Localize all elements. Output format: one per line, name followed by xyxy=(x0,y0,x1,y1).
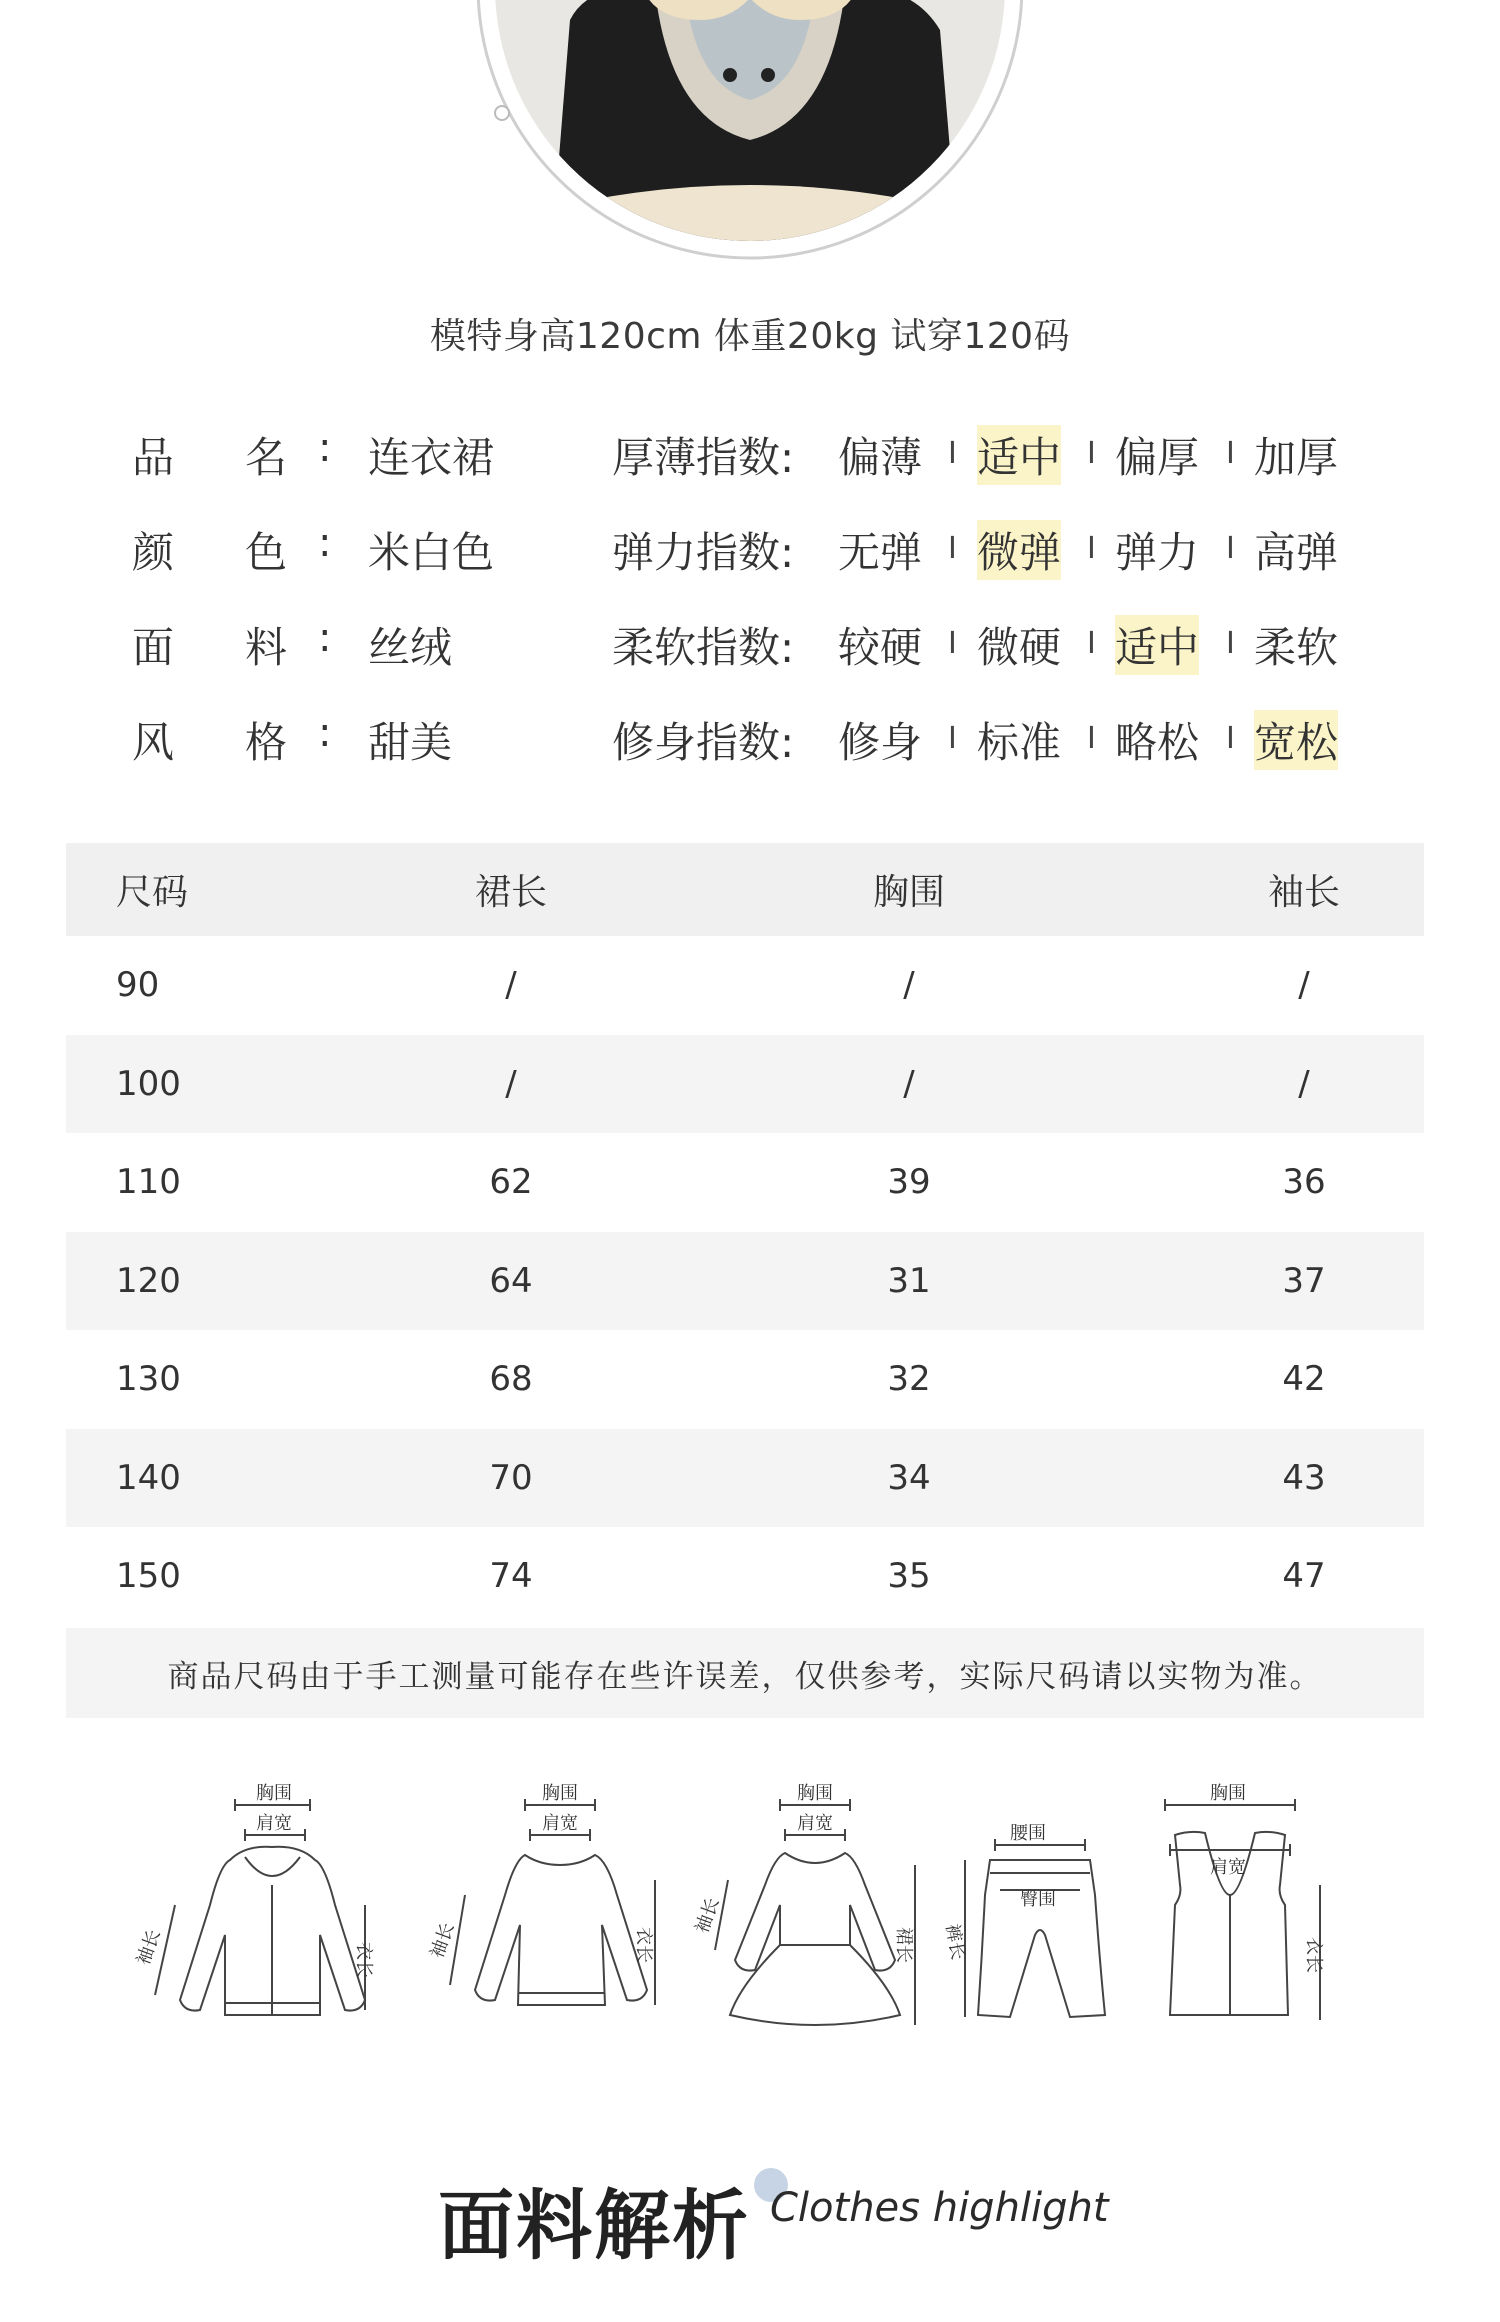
label-length: 衣长 xyxy=(353,1942,374,1978)
cell-skirt-length: 64 xyxy=(489,1260,533,1301)
table-row xyxy=(66,1429,1424,1528)
label-sleeve: 袖长 xyxy=(691,1895,724,1937)
model-caption: 模特身高120cm 体重20kg 试穿120码 xyxy=(429,316,1071,357)
scale-separator: I xyxy=(948,531,957,566)
spec-colon: : xyxy=(318,615,332,661)
header-sleeve-length: 袖长 xyxy=(1267,872,1340,913)
label-length: 衣长 xyxy=(1303,1937,1324,1973)
spec-label-char: 料 xyxy=(244,623,287,672)
hoodie-icon xyxy=(132,1783,374,2045)
header-chest: 胸围 xyxy=(872,872,945,913)
cell-size: 90 xyxy=(116,965,160,1006)
table-row xyxy=(66,1035,1424,1134)
label-length: 裤长 xyxy=(941,1922,969,1962)
spec-label-char: 面 xyxy=(132,623,175,672)
scale-separator: I xyxy=(1087,626,1096,661)
scale-option: 微硬 xyxy=(977,623,1062,672)
label-chest: 胸围 xyxy=(542,1783,578,1804)
spec-label-char: 颜 xyxy=(132,528,175,577)
spec-label-char: 格 xyxy=(244,718,287,767)
section-subtitle: Clothes highlight xyxy=(770,2185,1109,2231)
scale-option: 修身 xyxy=(838,718,923,767)
cell-size: 110 xyxy=(116,1162,181,1203)
scale-option: 无弹 xyxy=(838,528,923,577)
spec-label-char: 风 xyxy=(132,718,175,767)
scale-option: 弹力 xyxy=(1115,528,1200,577)
table-note: 商品尺码由于手工测量可能存在些许误差，仅供参考，实际尺码请以实物为准。 xyxy=(66,1628,1424,1718)
spec-value: 丝绒 xyxy=(368,623,453,672)
scale-option-selected: 适中 xyxy=(977,425,1061,485)
vest-icon xyxy=(1150,1785,1380,2045)
scale-option: 略松 xyxy=(1115,718,1200,767)
spec-label xyxy=(132,425,287,485)
cell-sleeve-length: / xyxy=(1298,1063,1310,1104)
cell-chest: 39 xyxy=(887,1162,931,1203)
scale-option: 标准 xyxy=(977,718,1062,767)
label-waist: 腰围 xyxy=(1010,1823,1046,1844)
sweatshirt-diagram xyxy=(426,1783,660,2045)
cell-skirt-length: 68 xyxy=(489,1359,533,1400)
cell-sleeve-length: / xyxy=(1298,965,1310,1006)
cell-size: 100 xyxy=(116,1063,181,1104)
scale-separator: I xyxy=(1226,531,1235,566)
table-row xyxy=(66,1330,1424,1429)
cell-size: 140 xyxy=(116,1457,181,1498)
label-shoulder: 肩宽 xyxy=(542,1813,578,1834)
spec-value: 米白色 xyxy=(368,528,495,577)
scale-option-selected: 适中 xyxy=(1115,615,1199,675)
cell-chest: / xyxy=(903,965,915,1006)
label-shoulder: 肩宽 xyxy=(1210,1857,1246,1878)
scale-separator: I xyxy=(948,436,957,471)
cell-sleeve-length: 47 xyxy=(1282,1556,1326,1597)
spec-row xyxy=(0,710,1500,780)
scale-option-selected: 宽松 xyxy=(1254,710,1338,770)
label-sleeve: 袖长 xyxy=(132,1926,165,1968)
header-skirt-length: 裙长 xyxy=(474,872,547,913)
cell-sleeve-length: 43 xyxy=(1282,1457,1326,1498)
scale-label: 厚薄指数: xyxy=(612,433,795,482)
scale-label: 修身指数: xyxy=(612,718,795,767)
spec-label xyxy=(132,520,287,580)
section-title: 面料解析 xyxy=(438,2181,750,2270)
sweatshirt-icon xyxy=(426,1783,660,2045)
table-header-row xyxy=(66,843,1424,936)
scale-separator: I xyxy=(1226,436,1235,471)
hoodie-diagram xyxy=(132,1783,374,2045)
scale-separator: I xyxy=(948,721,957,756)
cell-skirt-length: 70 xyxy=(489,1457,533,1498)
cell-skirt-length: 62 xyxy=(489,1162,533,1203)
cell-sleeve-length: 36 xyxy=(1282,1162,1326,1203)
cell-chest: / xyxy=(903,1063,915,1104)
label-shoulder: 肩宽 xyxy=(797,1813,833,1834)
table-row xyxy=(66,1527,1424,1626)
scale-separator: I xyxy=(1226,626,1235,661)
label-chest: 胸围 xyxy=(797,1783,833,1804)
spec-value: 连衣裙 xyxy=(368,433,495,482)
scale-separator: I xyxy=(948,626,957,661)
spec-label-char: 品 xyxy=(132,433,175,482)
scale-option: 高弹 xyxy=(1254,528,1339,577)
spec-label xyxy=(132,710,287,770)
model-photo-graphic xyxy=(440,0,1060,270)
scale-separator: I xyxy=(1226,721,1235,756)
cell-chest: 34 xyxy=(887,1457,931,1498)
scale-separator: I xyxy=(1087,531,1096,566)
scale-option-selected: 微弹 xyxy=(977,520,1061,580)
spec-colon: : xyxy=(318,710,332,756)
scale-option: 柔软 xyxy=(1254,623,1339,672)
label-chest: 胸围 xyxy=(256,1783,292,1804)
dress-icon xyxy=(691,1783,930,2045)
scale-separator: I xyxy=(1087,436,1096,471)
cell-size: 130 xyxy=(116,1359,181,1400)
cell-skirt-length: 74 xyxy=(489,1556,533,1597)
cell-size: 120 xyxy=(116,1260,181,1301)
scale-separator: I xyxy=(1087,721,1096,756)
scale-option: 偏厚 xyxy=(1115,433,1200,482)
scale-option: 偏薄 xyxy=(838,433,923,482)
table-row xyxy=(66,936,1424,1035)
cell-size: 150 xyxy=(116,1556,181,1597)
scale-label: 弹力指数: xyxy=(612,528,795,577)
cell-chest: 32 xyxy=(887,1359,931,1400)
spec-row xyxy=(0,425,1500,495)
size-table xyxy=(66,843,1424,1626)
pants-icon xyxy=(940,1785,1170,2045)
dress-diagram xyxy=(691,1783,930,2045)
label-chest: 胸围 xyxy=(1210,1783,1246,1804)
cell-sleeve-length: 37 xyxy=(1282,1260,1326,1301)
cell-skirt-length: / xyxy=(505,1063,517,1104)
spec-row xyxy=(0,615,1500,685)
spec-colon: : xyxy=(318,425,332,471)
scale-option: 较硬 xyxy=(838,623,923,672)
label-hip: 臀围 xyxy=(1020,1889,1056,1910)
cell-skirt-length: / xyxy=(505,965,517,1006)
label-shoulder: 肩宽 xyxy=(256,1813,292,1834)
spec-label-char: 色 xyxy=(244,528,287,577)
pants-diagram xyxy=(940,1785,1170,2045)
table-row xyxy=(66,1133,1424,1232)
model-photo xyxy=(440,0,1060,270)
spec-row xyxy=(0,520,1500,590)
ring-marker xyxy=(495,106,509,120)
cell-sleeve-length: 42 xyxy=(1282,1359,1326,1400)
scale-label: 柔软指数: xyxy=(612,623,795,672)
label-length: 裙长 xyxy=(893,1927,914,1963)
table-row xyxy=(66,1232,1424,1331)
spec-colon: : xyxy=(318,520,332,566)
spec-label xyxy=(132,615,287,675)
label-sleeve: 袖长 xyxy=(426,1920,459,1962)
scale-option: 加厚 xyxy=(1254,433,1339,482)
spec-value: 甜美 xyxy=(368,718,453,767)
spec-label-char: 名 xyxy=(244,433,287,482)
label-length: 衣长 xyxy=(633,1927,654,1963)
cell-chest: 35 xyxy=(887,1556,931,1597)
vest-diagram xyxy=(1150,1785,1380,2045)
cell-chest: 31 xyxy=(887,1260,931,1301)
header-size: 尺码 xyxy=(116,872,189,913)
